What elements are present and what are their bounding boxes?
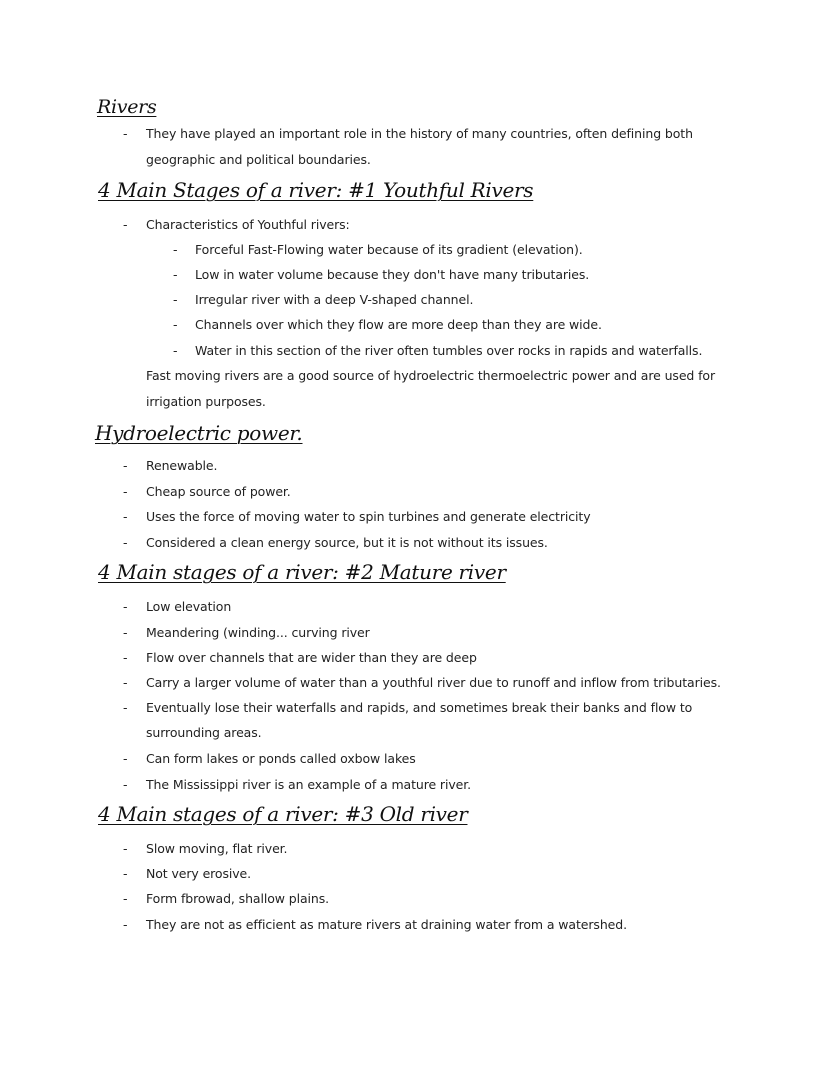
dash: - — [123, 700, 128, 715]
heading-hydroelectric-power: Hydroelectric power. — [95, 421, 303, 445]
dash: - — [123, 777, 128, 792]
rivers-bullet-line: They have played an important role in the history of many countries, often defining both — [146, 126, 693, 141]
heading-youthful-rivers: 4 Main Stages of a river: #1 Youthful Rivers — [98, 178, 534, 202]
mature-item: Carry a larger volume of water than a youthful river due to runoff and inflow from tributaries. — [146, 675, 721, 690]
youthful-item: Irregular river with a deep V-shaped channel. — [195, 292, 474, 307]
mature-item: Can form lakes or ponds called oxbow lakes — [146, 751, 416, 766]
heading-mature-river: 4 Main stages of a river: #2 Mature river — [98, 560, 506, 584]
hydro-item: Cheap source of power. — [146, 484, 291, 499]
dash: - — [173, 292, 178, 307]
mature-item: The Mississippi river is an example of a mature river. — [146, 777, 472, 792]
heading-rivers: Rivers — [97, 96, 157, 118]
youthful-item: Channels over which they flow are more deep than they are wide. — [195, 317, 602, 332]
dash: - — [123, 126, 128, 141]
hydro-item: Uses the force of moving water to spin turbines and generate electricity — [146, 509, 591, 524]
dash: - — [123, 650, 128, 665]
youthful-item: Low in water volume because they don't have many tributaries. — [195, 267, 590, 282]
mature-item: Flow over channels that are wider than they are deep — [146, 650, 477, 665]
dash: - — [123, 625, 128, 640]
dash: - — [123, 458, 128, 473]
rivers-bullet-line-cont: geographic and political boundaries. — [146, 152, 371, 167]
hydro-item: Considered a clean energy source, but it is not without its issues. — [146, 535, 548, 550]
dash: - — [173, 242, 178, 257]
dash: - — [173, 267, 178, 282]
dash: - — [123, 675, 128, 690]
youthful-note-cont: irrigation purposes. — [146, 394, 266, 409]
dash: - — [123, 751, 128, 766]
hydro-item: Renewable. — [146, 458, 218, 473]
dash: - — [173, 317, 178, 332]
mature-item: Meandering (winding... curving river — [146, 625, 370, 640]
dash: - — [123, 891, 128, 906]
dash: - — [123, 917, 128, 932]
youthful-note: Fast moving rivers are a good source of hydroelectric thermoelectric power and are used for — [146, 368, 716, 383]
dash: - — [123, 866, 128, 881]
dash: - — [123, 509, 128, 524]
old-item: Form fbrowad, shallow plains. — [146, 891, 330, 906]
dash: - — [123, 484, 128, 499]
dash: - — [123, 217, 128, 232]
old-item: Not very erosive. — [146, 866, 252, 881]
mature-item: Low elevation — [146, 599, 232, 614]
youthful-intro: Characteristics of Youthful rivers: — [146, 217, 350, 232]
old-item: They are not as efficient as mature rivers at draining water from a watershed. — [146, 917, 627, 932]
old-item: Slow moving, flat river. — [146, 841, 288, 856]
dash: - — [173, 343, 178, 358]
dash: - — [123, 599, 128, 614]
youthful-item: Water in this section of the river often tumbles over rocks in rapids and waterfalls. — [195, 343, 703, 358]
mature-item: Eventually lose their waterfalls and rapids, and sometimes break their banks and flow to — [146, 700, 693, 715]
dash: - — [123, 535, 128, 550]
heading-old-river: 4 Main stages of a river: #3 Old river — [98, 802, 468, 826]
mature-item-cont: surrounding areas. — [146, 725, 262, 740]
youthful-item: Forceful Fast-Flowing water because of its gradient (elevation). — [195, 242, 583, 257]
dash: - — [123, 841, 128, 856]
